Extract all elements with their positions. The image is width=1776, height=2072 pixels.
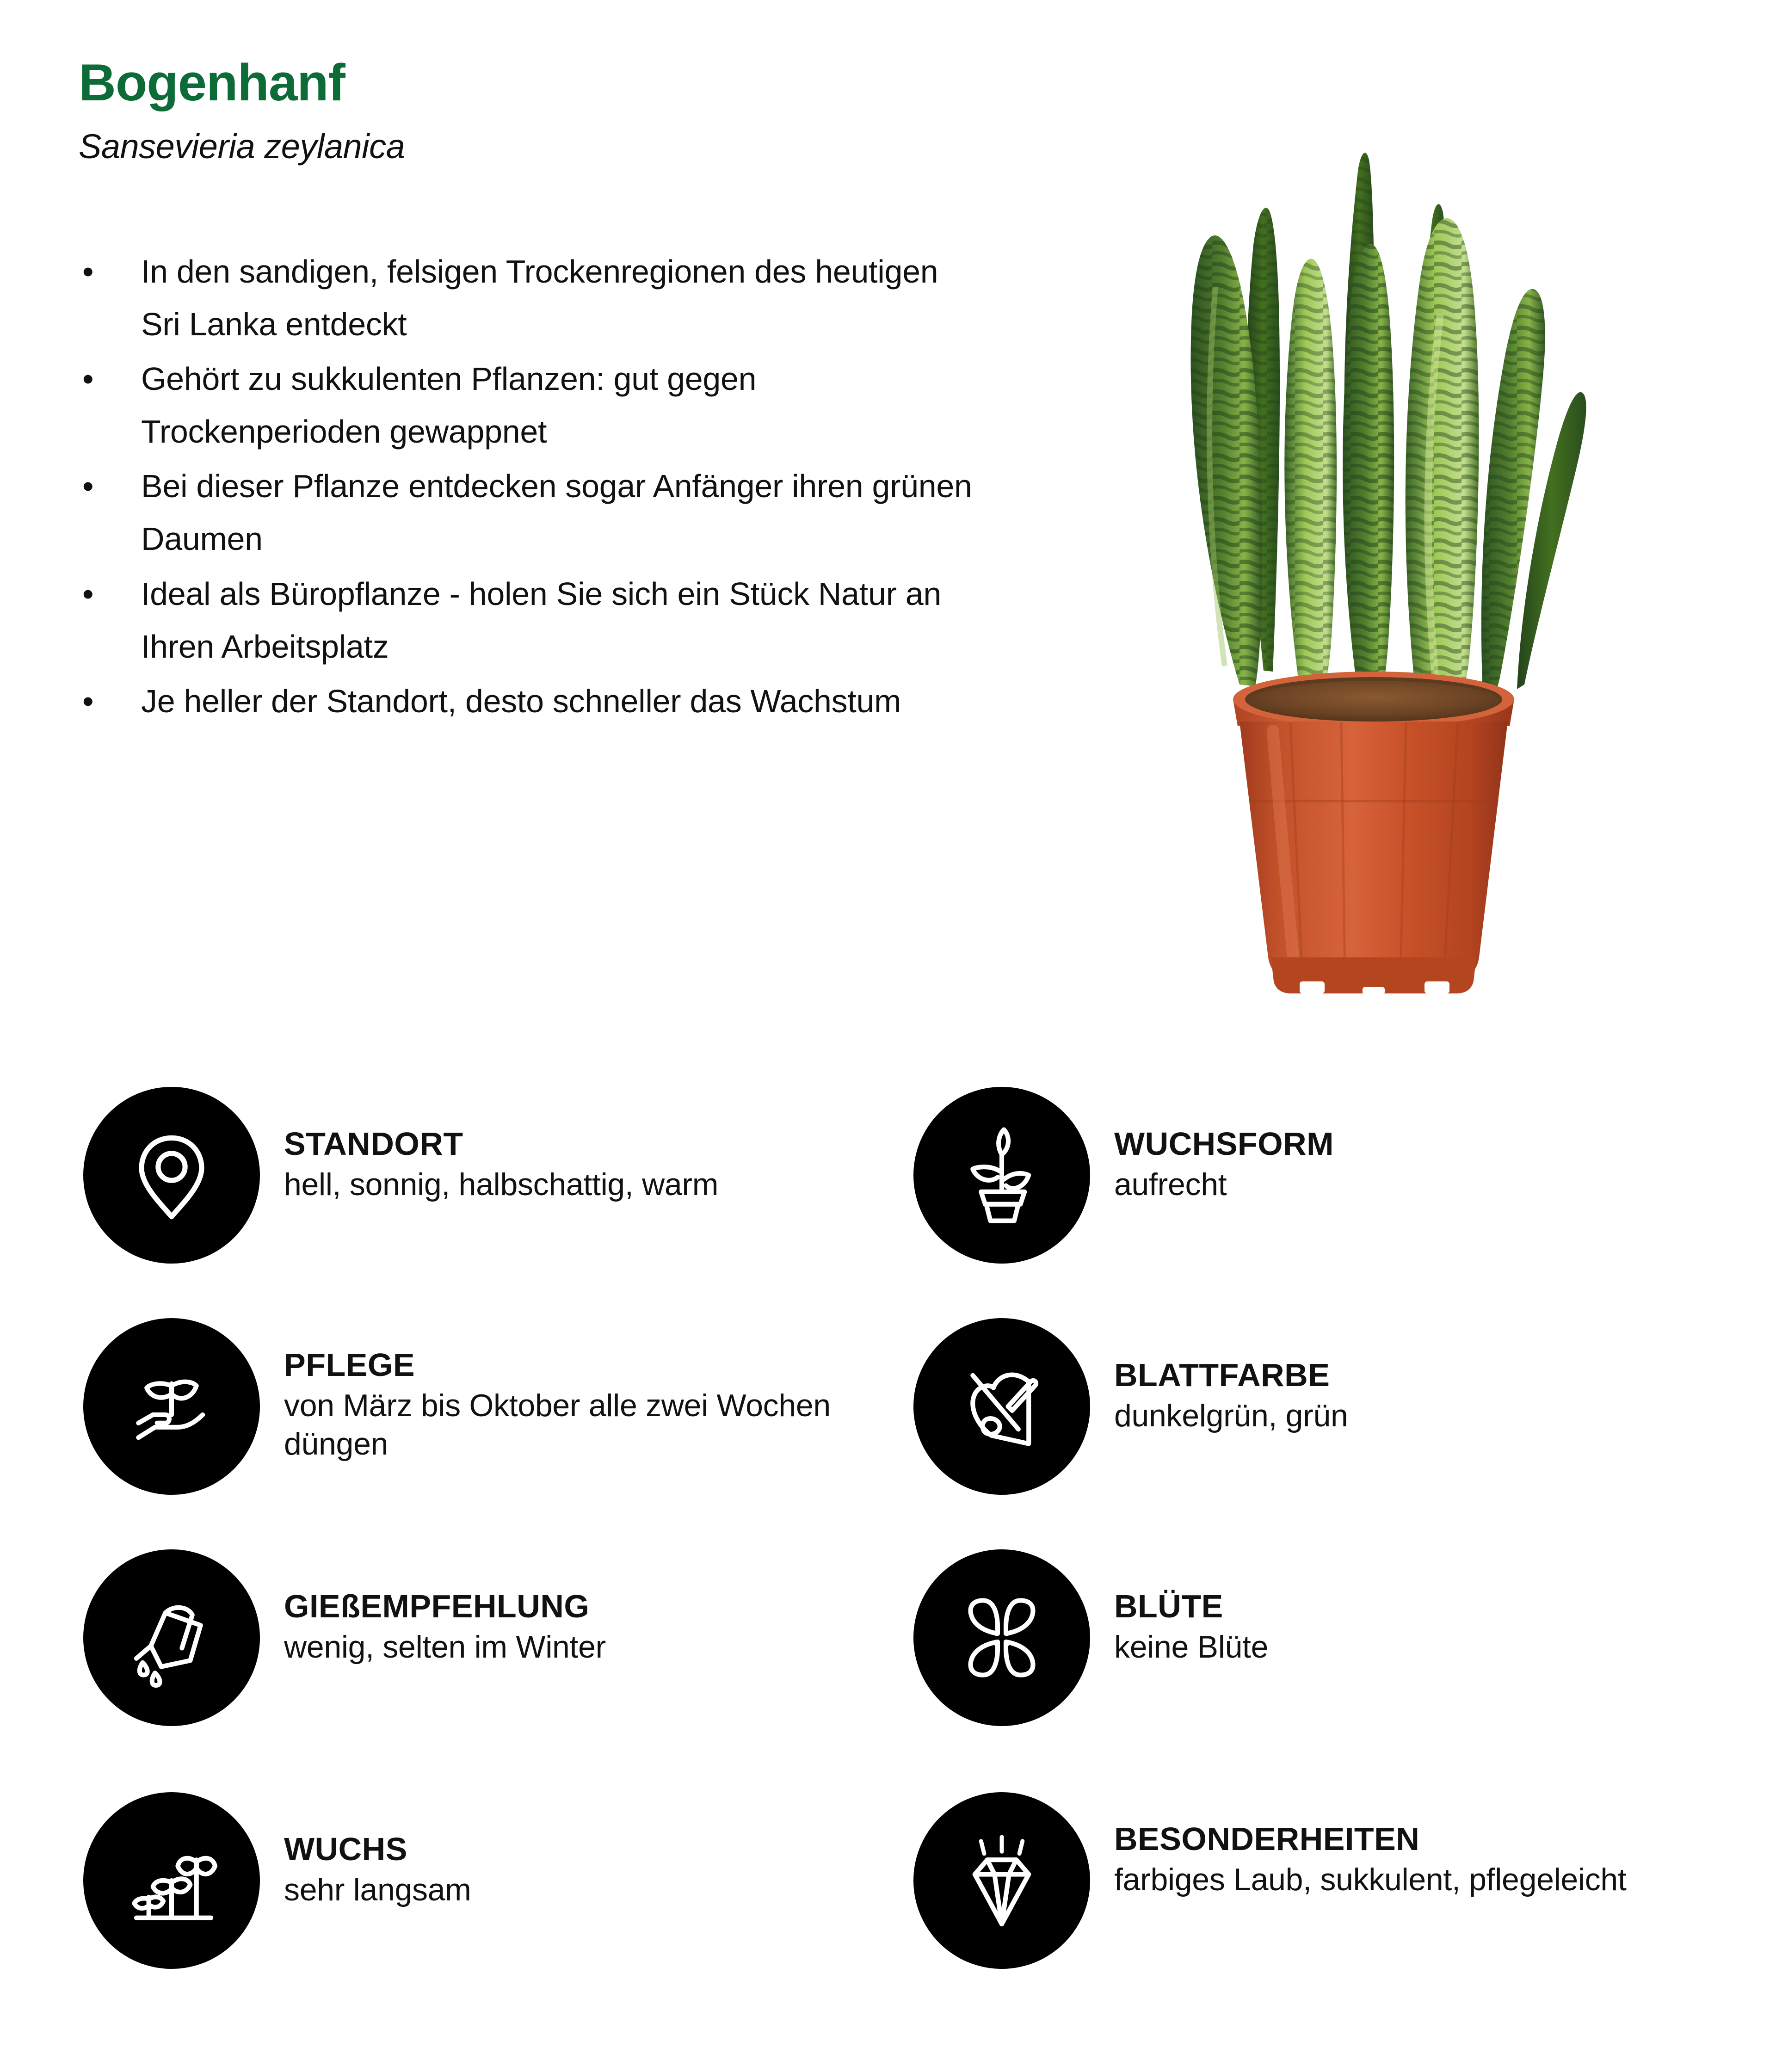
- list-item: [79, 675, 985, 728]
- attribute-value: sehr langsam: [284, 1872, 471, 1908]
- list-item: [79, 245, 985, 351]
- list-item-text: Ideal als Büropflanze - holen Sie sich ein Stück Natur an Ihren Arbeitsplatz: [141, 575, 941, 665]
- feature-bullet-list: [79, 245, 985, 729]
- list-item-text: In den sandigen, felsigen Trockenregionen des heutigen Sri Lanka entdeckt: [141, 253, 938, 343]
- attribute-value: wenig, selten im Winter: [284, 1629, 606, 1665]
- attribute-item-pflege: [83, 1318, 870, 1495]
- bullet-marker-icon: •: [82, 361, 94, 397]
- page-title: Bogenhanf: [79, 54, 345, 111]
- attribute-label: WUCHSFORM: [1114, 1126, 1334, 1162]
- attribute-item-blattfarbe: [913, 1318, 1700, 1495]
- attribute-label: GIEßEMPFEHLUNG: [284, 1588, 590, 1624]
- list-item-text: Bei dieser Pflanze entdecken sogar Anfänger ihren grünen Daumen: [141, 468, 972, 557]
- attribute-item-wuchs: [83, 1792, 870, 1969]
- attribute-value: keine Blüte: [1114, 1629, 1269, 1665]
- attribute-label: WUCHS: [284, 1831, 407, 1867]
- attribute-text: [260, 1549, 606, 1666]
- attribute-label: PFLEGE: [284, 1347, 415, 1383]
- bullet-marker-icon: •: [82, 253, 94, 290]
- attribute-text: [260, 1792, 471, 1909]
- attribute-text: [1090, 1318, 1348, 1435]
- attribute-label: BLATTFARBE: [1114, 1357, 1330, 1393]
- attribute-item-besonderheiten: [913, 1792, 1700, 1969]
- list-item: [79, 352, 985, 458]
- attribute-text: [260, 1318, 870, 1463]
- bullet-marker-icon: •: [82, 683, 94, 719]
- plant-photo: [1101, 28, 1646, 1027]
- attribute-text: [1090, 1792, 1627, 1899]
- attribute-label: BLÜTE: [1114, 1588, 1223, 1624]
- attribute-text: [260, 1087, 718, 1204]
- attribute-grid: [0, 1087, 1776, 2063]
- bullet-marker-icon: •: [82, 575, 94, 612]
- botanical-name: Sansevieria zeylanica: [79, 127, 405, 166]
- bullet-marker-icon: •: [82, 468, 94, 505]
- potted-plant-icon: [913, 1087, 1090, 1264]
- list-item-text: Je heller der Standort, desto schneller das Wachstum: [141, 683, 901, 719]
- growth-sprouts-icon: [83, 1792, 260, 1969]
- header-block: [79, 56, 1031, 166]
- diamond-icon: [913, 1792, 1090, 1969]
- attribute-label: BESONDERHEITEN: [1114, 1821, 1420, 1857]
- attribute-value: dunkelgrün, grün: [1114, 1398, 1348, 1434]
- location-pin-icon: [83, 1087, 260, 1264]
- list-item: [79, 460, 985, 565]
- list-item-text: Gehört zu sukkulenten Pflanzen: gut gegen Trockenperioden gewappnet: [141, 361, 757, 450]
- attribute-label: STANDORT: [284, 1126, 463, 1162]
- list-item: [79, 567, 985, 673]
- attribute-item-wuchsform: [913, 1087, 1700, 1264]
- attribute-text: [1090, 1087, 1334, 1204]
- attribute-value: von März bis Oktober alle zwei Wochen düngen: [284, 1388, 831, 1462]
- attribute-item-standort: [83, 1087, 870, 1264]
- attribute-value: farbiges Laub, sukkulent, pflegeleicht: [1114, 1862, 1627, 1898]
- attribute-value: hell, sonnig, halbschattig, warm: [284, 1167, 719, 1202]
- attribute-value: aufrecht: [1114, 1167, 1227, 1202]
- attribute-text: [1090, 1549, 1268, 1666]
- flower-icon: [913, 1549, 1090, 1726]
- attribute-item-giessempfehlung: [83, 1549, 870, 1726]
- watering-can-icon: [83, 1549, 260, 1726]
- hand-with-seedling-icon: [83, 1318, 260, 1495]
- attribute-item-bluete: [913, 1549, 1700, 1726]
- leaf-with-paintbrush-icon: [913, 1318, 1090, 1495]
